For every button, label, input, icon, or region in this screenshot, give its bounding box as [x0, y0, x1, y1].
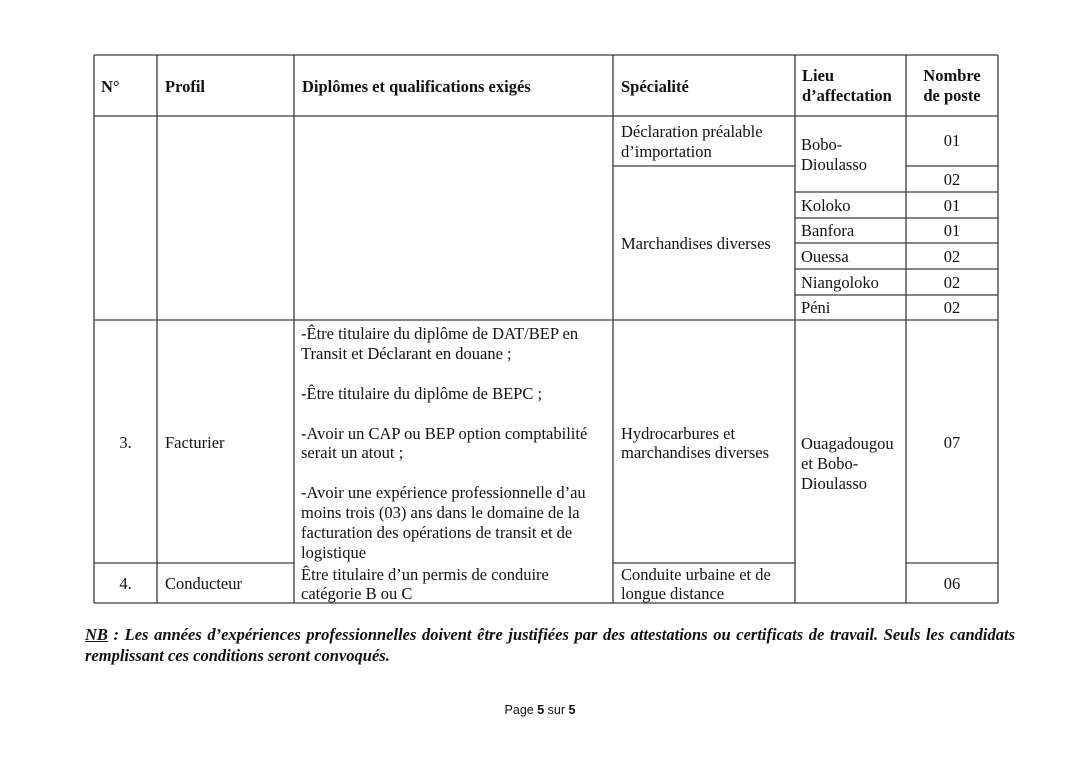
row3-nombre: 07	[943, 433, 961, 452]
header-lieu-line1: Lieu	[802, 66, 835, 85]
row3-diplome-2-line1: -Être titulaire du diplôme de BEPC ;	[301, 384, 543, 403]
row3-profil: Facturier	[165, 433, 225, 452]
header-nombre-line1: Nombre	[923, 66, 981, 85]
nombre-peni: 02	[943, 298, 961, 317]
row3-diplome-1-line1: -Être titulaire du diplôme de DAT/BEP en	[301, 324, 579, 343]
row4-diplomes-line2: catégorie B ou C	[301, 584, 413, 603]
note-paragraph	[85, 624, 1015, 666]
lieu-bobo-line2: Dioulasso	[801, 155, 867, 174]
row3-lieu-line3: Dioulasso	[801, 474, 867, 493]
row3-diplome-3-line1: -Avoir un CAP ou BEP option comptabilité	[301, 424, 588, 443]
header-lieu-line2: d’affectation	[802, 86, 892, 105]
nombre-ouessa: 02	[943, 247, 961, 266]
row4-specialite-line1: Conduite urbaine et de	[621, 565, 771, 584]
footer-current-page: 5	[537, 703, 545, 717]
header-diplomes: Diplômes et qualifications exigés	[302, 77, 531, 96]
lieu-banfora: Banfora	[801, 221, 855, 240]
row4-nombre: 06	[943, 574, 961, 593]
row3-diplome-4-line4: logistique	[301, 543, 367, 562]
lieu-niangoloko: Niangoloko	[801, 273, 879, 292]
row3-specialite-line2: marchandises diverses	[621, 443, 769, 462]
header-specialite: Spécialité	[621, 77, 689, 96]
nombre-niangoloko: 02	[943, 273, 961, 292]
row3-diplome-4-line2: moins trois (03) ans dans le domaine de la	[301, 503, 580, 522]
nombre-bobo-b: 02	[943, 170, 961, 189]
specialite-declaration-line1: Déclaration préalable	[621, 122, 763, 141]
row3-diplome-4-line1: -Avoir une expérience professionnelle d’au	[301, 483, 586, 502]
nombre-banfora: 01	[943, 221, 961, 240]
note-text: : Les années d’expériences professionnelles doivent être justifiées par des attestations ou certificats de travail. Seuls les candidats remplissant ces conditions seront convoqués.	[85, 625, 1015, 665]
footer-of-word: sur	[547, 703, 566, 717]
row3-lieu-line1: Ouagadougou	[801, 434, 894, 453]
row4-specialite-line2: longue distance	[621, 584, 725, 603]
specialite-marchandises: Marchandises diverses	[621, 234, 771, 253]
page-footer	[0, 703, 1080, 717]
note-label: NB	[85, 625, 108, 644]
row4-num: 4.	[119, 574, 132, 593]
header-nombre-line2: de poste	[923, 86, 981, 105]
header-num: N°	[101, 77, 120, 96]
nombre-bobo-a: 01	[943, 131, 961, 150]
lieu-peni: Péni	[801, 298, 831, 317]
specialite-declaration-line2: d’importation	[621, 142, 712, 161]
lieu-koloko: Koloko	[801, 196, 851, 215]
row3-lieu-line2: et Bobo-	[801, 454, 859, 473]
nombre-koloko: 01	[943, 196, 961, 215]
header-profil: Profil	[165, 77, 206, 96]
row3-diplome-3-line2: serait un atout ;	[301, 443, 404, 462]
footer-page-word: Page	[504, 703, 534, 717]
lieu-ouessa: Ouessa	[801, 247, 849, 266]
row4-profil: Conducteur	[165, 574, 242, 593]
row3-specialite-line1: Hydrocarbures et	[621, 424, 736, 443]
row3-diplome-4-line3: facturation des opérations de transit et de	[301, 523, 573, 542]
row4-diplomes-line1: Être titulaire d’un permis de conduire	[301, 565, 549, 584]
footer-total-pages: 5	[568, 703, 576, 717]
row3-diplome-1-line2: Transit et Déclarant en douane ;	[301, 344, 512, 363]
lieu-bobo-line1: Bobo-	[801, 135, 843, 154]
row3-num: 3.	[119, 433, 132, 452]
